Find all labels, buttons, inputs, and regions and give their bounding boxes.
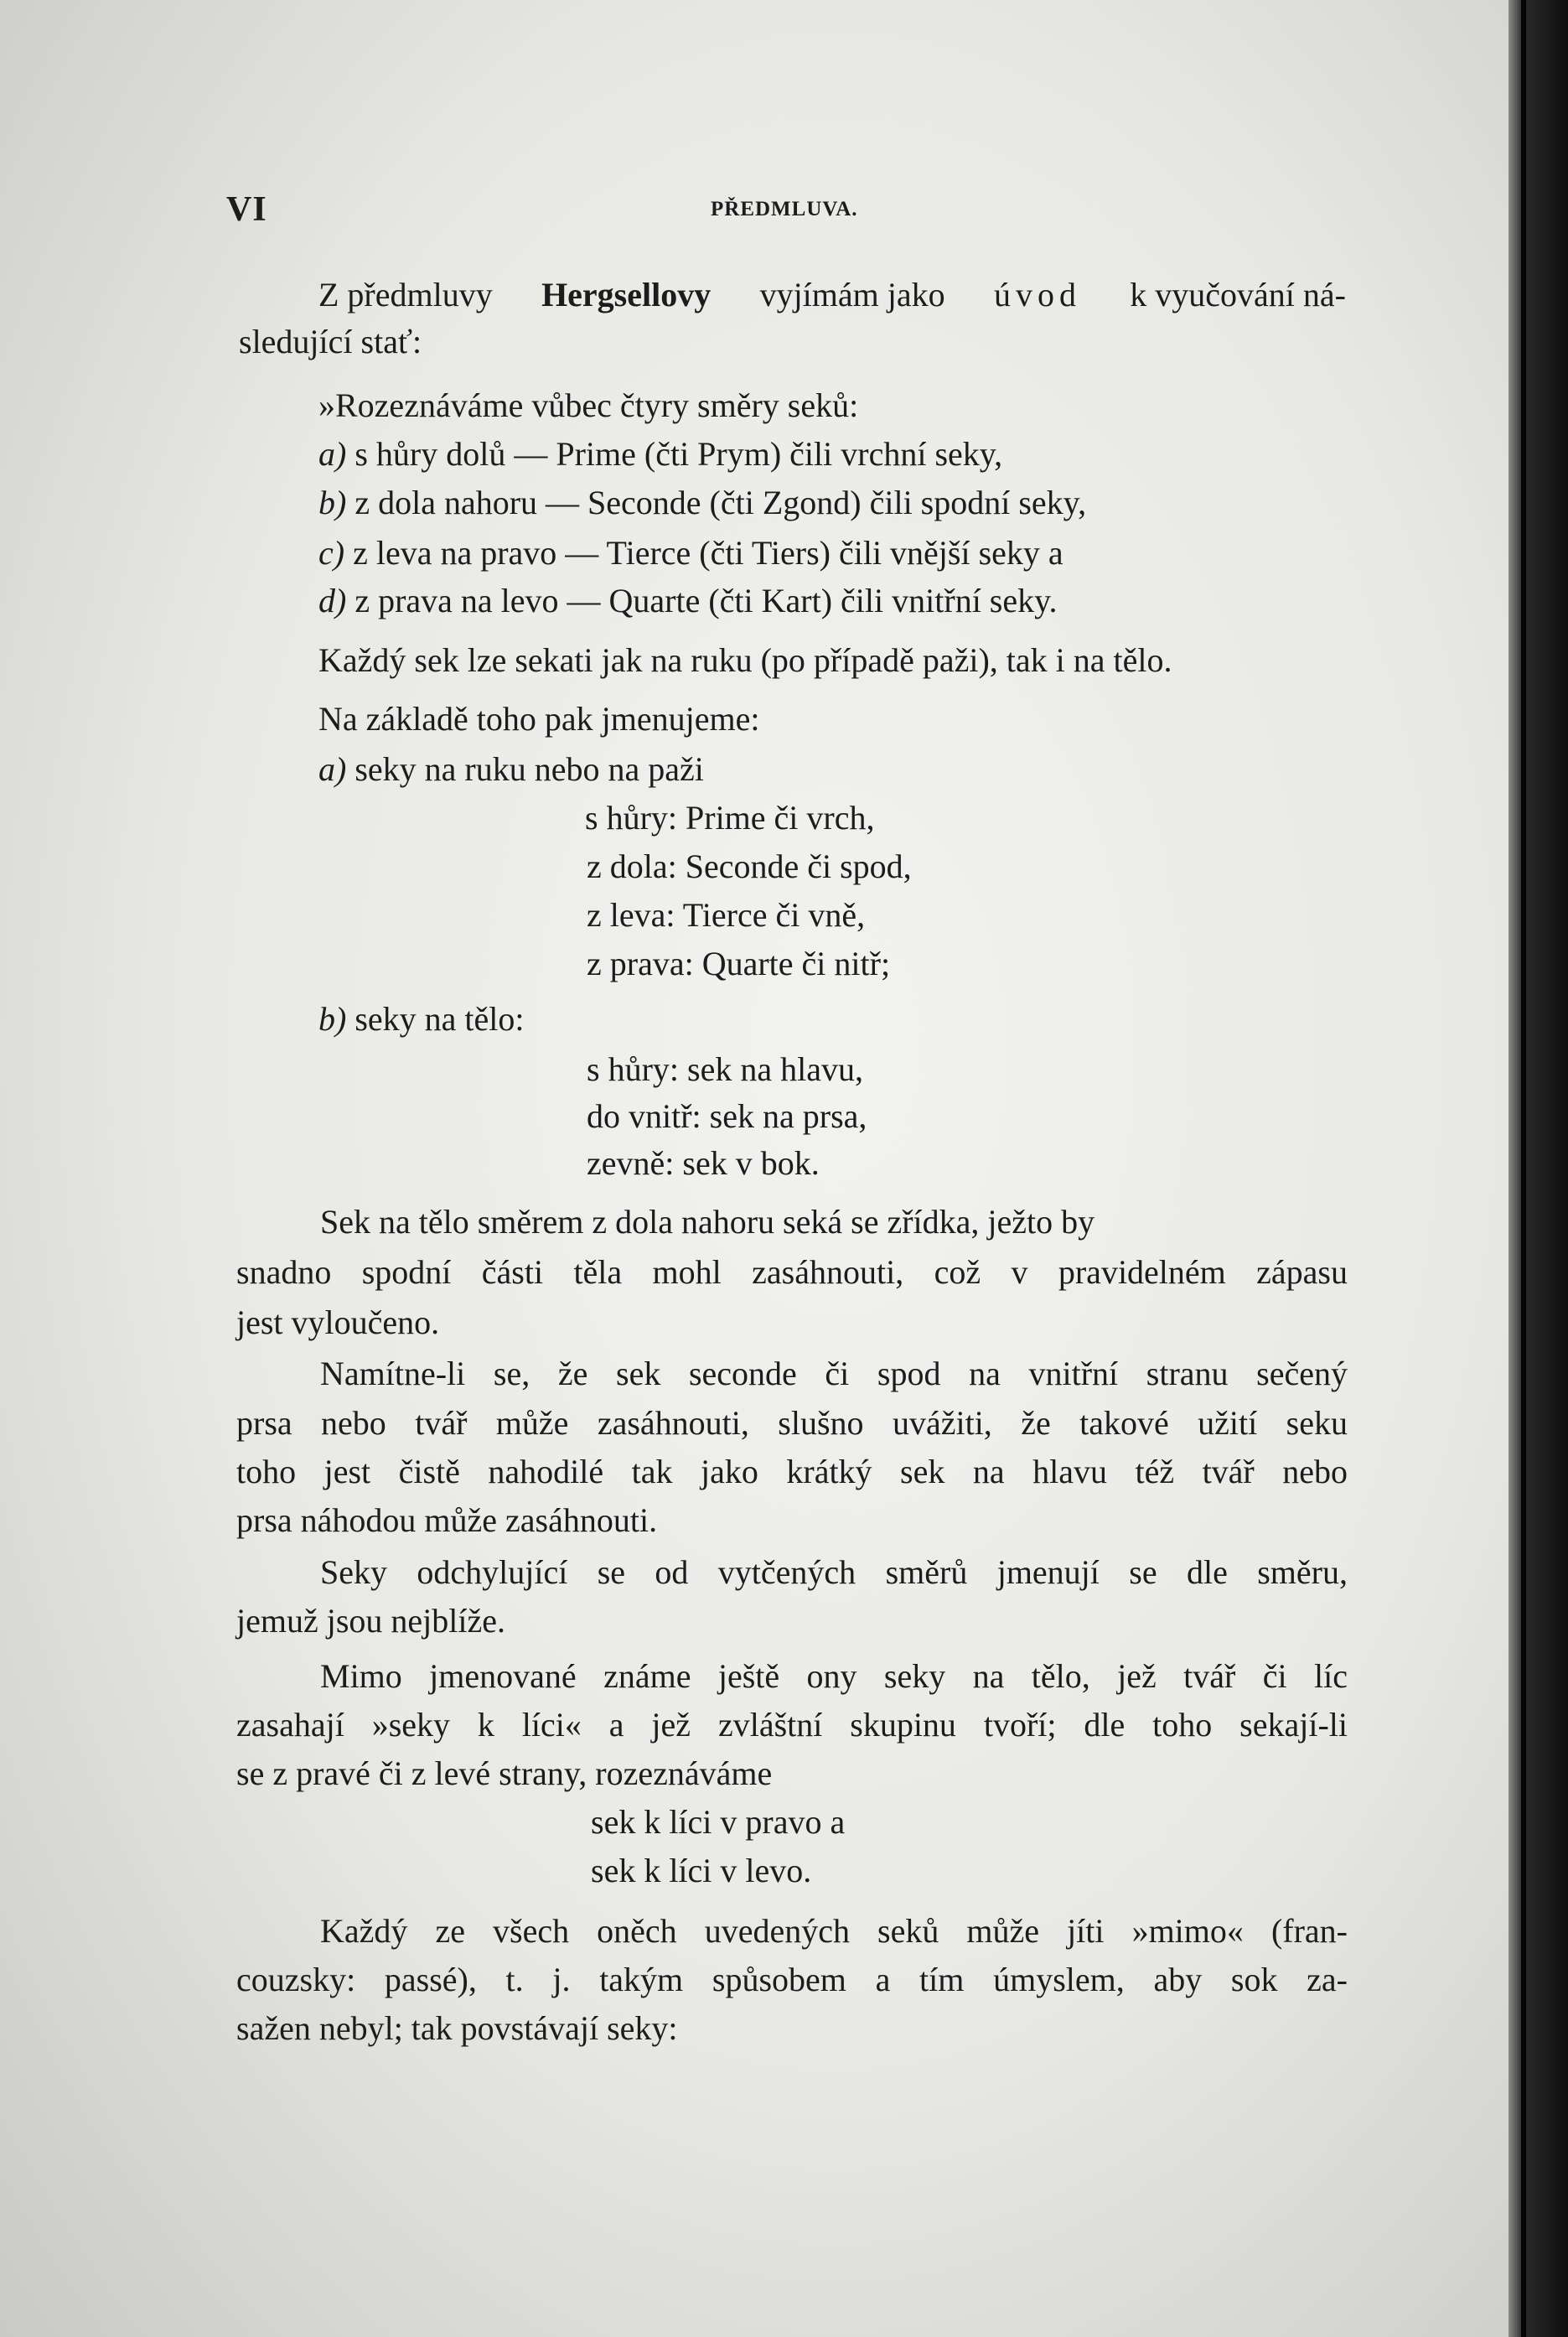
cut-name: sek na hlavu, xyxy=(687,1050,863,1088)
p2-line-1: Sek na tělo směrem z dola nahoru seká se zřídka, ježto by xyxy=(320,1203,1095,1241)
p6-line-1: Každý ze všech oněch uvedených seků může jíti »mimo« (fran- xyxy=(320,1912,1348,1950)
direction-item xyxy=(318,584,1058,618)
direction-item xyxy=(318,486,1086,520)
arm-cut-row xyxy=(585,801,875,835)
cut-direction: zevně: xyxy=(587,1144,675,1182)
p5-line-3: se z pravé či z levé strany, rozeznáváme xyxy=(236,1754,773,1792)
p4-line-1: Seky odchylující se od vytčených směrů jmenují se dle směru, xyxy=(320,1553,1348,1591)
p3-line-2: prsa nebo tvář může zasáhnouti, slušno uvážiti, že takové užití seku xyxy=(236,1404,1348,1442)
cut-direction: s hůry: xyxy=(587,1050,679,1088)
body-cuts-title xyxy=(318,1000,525,1038)
running-title: PŘEDMLUVA. xyxy=(711,198,858,220)
cut-name: sek na prsa, xyxy=(709,1097,867,1135)
p6-line-2: couzsky: passé), t. j. takým spůsobem a tím úmyslem, aby sok za- xyxy=(236,1961,1348,1998)
item-text: seky na ruku nebo na paži xyxy=(354,750,704,788)
item-text: z leva na pravo — Tierce (čti Tiers) čili vnější seky a xyxy=(353,534,1063,572)
cut-name: Prime či vrch, xyxy=(686,799,875,837)
intro-spaced-word: úvod xyxy=(993,276,1081,314)
intro-text-c: k vyučování ná- xyxy=(1130,276,1346,314)
item-letter: b) xyxy=(318,484,347,521)
cut-direction: do vnitř: xyxy=(587,1097,701,1135)
body-cut-row xyxy=(587,1050,863,1088)
item-text: z dola nahoru — Seconde (čti Zgond) čili spodní seky, xyxy=(354,484,1087,521)
direction-item xyxy=(318,536,1063,570)
cut-direction: z leva: xyxy=(587,896,675,934)
p4-line-2: jemuž jsou nejblíže. xyxy=(236,1602,506,1640)
arm-cut-row xyxy=(587,847,912,885)
intro-text-b: vyjímám jako xyxy=(759,276,945,314)
face-cut-line-1: sek k líci v pravo a xyxy=(591,1803,846,1841)
item-text: z prava na levo — Quarte (čti Kart) čili vnitřní seky. xyxy=(354,582,1058,619)
cut-name: sek v bok. xyxy=(682,1144,820,1182)
p5-line-1: Mimo jmenované známe ještě ony seky na tělo, jež tvář či líc xyxy=(320,1657,1348,1695)
item-letter: c) xyxy=(318,534,345,572)
p3-line-1: Namítne-li se, že sek seconde či spod na vnitřní stranu sečený xyxy=(320,1355,1348,1392)
direction-item xyxy=(318,435,1003,473)
item-letter: b) xyxy=(318,1000,347,1038)
item-text: s hůry dolů — Prime (čti Prym) čili vrchní seky, xyxy=(354,435,1003,473)
item-letter: a) xyxy=(318,750,347,788)
cut-name: Seconde či spod, xyxy=(685,847,912,885)
intro-line-2: sledující stať: xyxy=(239,323,422,360)
item-letter: a) xyxy=(318,435,347,473)
p3-line-3: toho jest čistě nahodilé tak jako krátký sek na hlavu též tvář nebo xyxy=(236,1453,1348,1490)
p5-line-2: zasahají »seky k líci« a jež zvláštní skupinu tvoří; dle toho sekají-li xyxy=(236,1706,1348,1744)
intro-text-a: Z předmluvy xyxy=(318,276,493,314)
directions-naming: Na základě toho pak jmenujeme: xyxy=(318,700,760,738)
body-cut-row xyxy=(587,1144,820,1182)
cut-direction: z dola: xyxy=(587,847,677,885)
body-cut-row xyxy=(587,1097,867,1135)
arm-cut-row xyxy=(587,896,866,934)
page-number: VI xyxy=(226,190,267,229)
directions-note: Každý sek lze sekati jak na ruku (po případě paži), tak i na tělo. xyxy=(318,641,1172,679)
arm-cut-row xyxy=(587,947,890,981)
cut-name: Quarte či nitř; xyxy=(701,945,891,982)
p2-line-2: snadno spodní části těla mohl zasáhnouti, což v pravidelném zápasu xyxy=(236,1253,1348,1291)
intro-author-name: Hergsellovy xyxy=(541,276,712,314)
page-edge-line xyxy=(1521,0,1526,2337)
item-text: seky na tělo: xyxy=(354,1000,525,1038)
page-gutter-shadow xyxy=(1508,0,1568,2337)
cut-direction: z prava: xyxy=(587,945,694,982)
p6-line-3: sažen nebyl; tak povstávají seky: xyxy=(236,2009,678,2047)
p3-line-4: prsa náhodou může zasáhnouti. xyxy=(236,1501,658,1539)
cut-direction: s hůry: xyxy=(585,799,677,837)
p2-line-3: jest vyloučeno. xyxy=(236,1303,440,1341)
intro-line-1 xyxy=(318,278,1346,312)
directions-heading: »Rozeznáváme vůbec čtyry směry seků: xyxy=(318,386,859,424)
item-letter: d) xyxy=(318,582,347,619)
arm-cuts-title xyxy=(318,750,704,788)
cut-name: Tierce či vně, xyxy=(682,896,866,934)
face-cut-line-2: sek k líci v levo. xyxy=(591,1852,812,1889)
